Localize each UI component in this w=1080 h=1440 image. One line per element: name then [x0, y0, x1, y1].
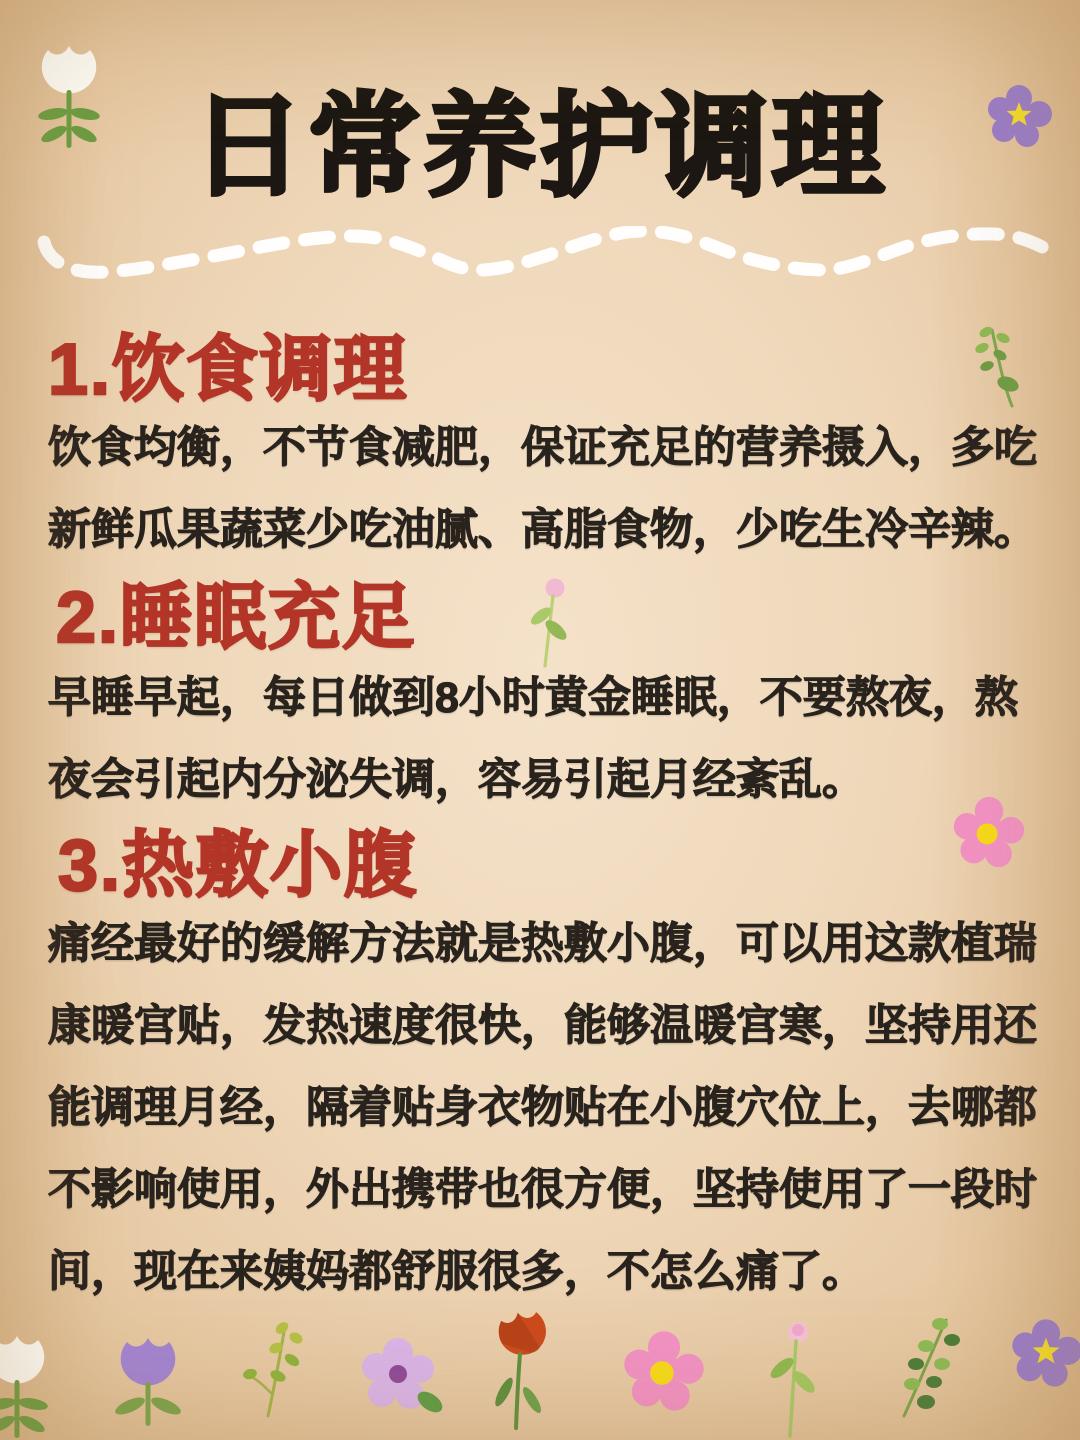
body-line: 康暖宫贴，发热速度很快，能够温暖宫寒，坚持用还: [48, 1002, 1037, 1050]
yellow-green-sprig-icon: [238, 1316, 314, 1425]
body-line: 能调理月经，隔着贴身衣物贴在小腹穴位上，去哪都: [48, 1084, 1037, 1132]
purple-star-flower-icon: [1008, 1316, 1080, 1395]
eucalyptus-sprig-icon: [886, 1312, 964, 1425]
section-2-heading: 2.睡眠充足: [56, 578, 417, 658]
green-sprig-icon: [970, 322, 1026, 415]
section-3-heading: 3.热敷小腹: [58, 826, 419, 906]
dashed-wave-divider: [18, 226, 1062, 295]
body-line: 不影响使用，外出携带也很方便，坚持使用了一段时: [48, 1166, 1037, 1214]
body-line: 间，现在来姨妈都舒服很多，不怎么痛了。: [48, 1248, 865, 1296]
purple-tulip-icon: [110, 1332, 186, 1433]
body-line: 夜会引起内分泌失调，容易引起月经紊乱。: [48, 756, 865, 804]
body-line: 早睡早起，每日做到8小时黄金睡眠，不要熬夜，熬: [48, 674, 1018, 722]
body-line: 饮食均衡，不节食减肥，保证充足的营养摄入，多吃: [48, 424, 1037, 472]
body-line: 新鲜瓜果蔬菜少吃油腻、高脂食物，少吃生冷辛辣。: [48, 506, 1037, 554]
pink-flower-icon: [620, 1328, 708, 1421]
red-tulip-icon: [490, 1308, 556, 1437]
white-tulip-icon: [0, 1330, 52, 1440]
pink-tulip-bud-icon: [768, 1318, 823, 1440]
lavender-flower-icon: [356, 1336, 448, 1427]
section-1-heading: 1.饮食调理: [48, 330, 409, 410]
pink-flower-icon: [950, 794, 1028, 877]
pink-tulip-bud-icon: [528, 576, 574, 673]
page-title: 日常养护调理: [192, 84, 888, 209]
body-line: 痛经最好的缓解方法就是热敷小腹，可以用这款植瑞: [48, 920, 1037, 968]
